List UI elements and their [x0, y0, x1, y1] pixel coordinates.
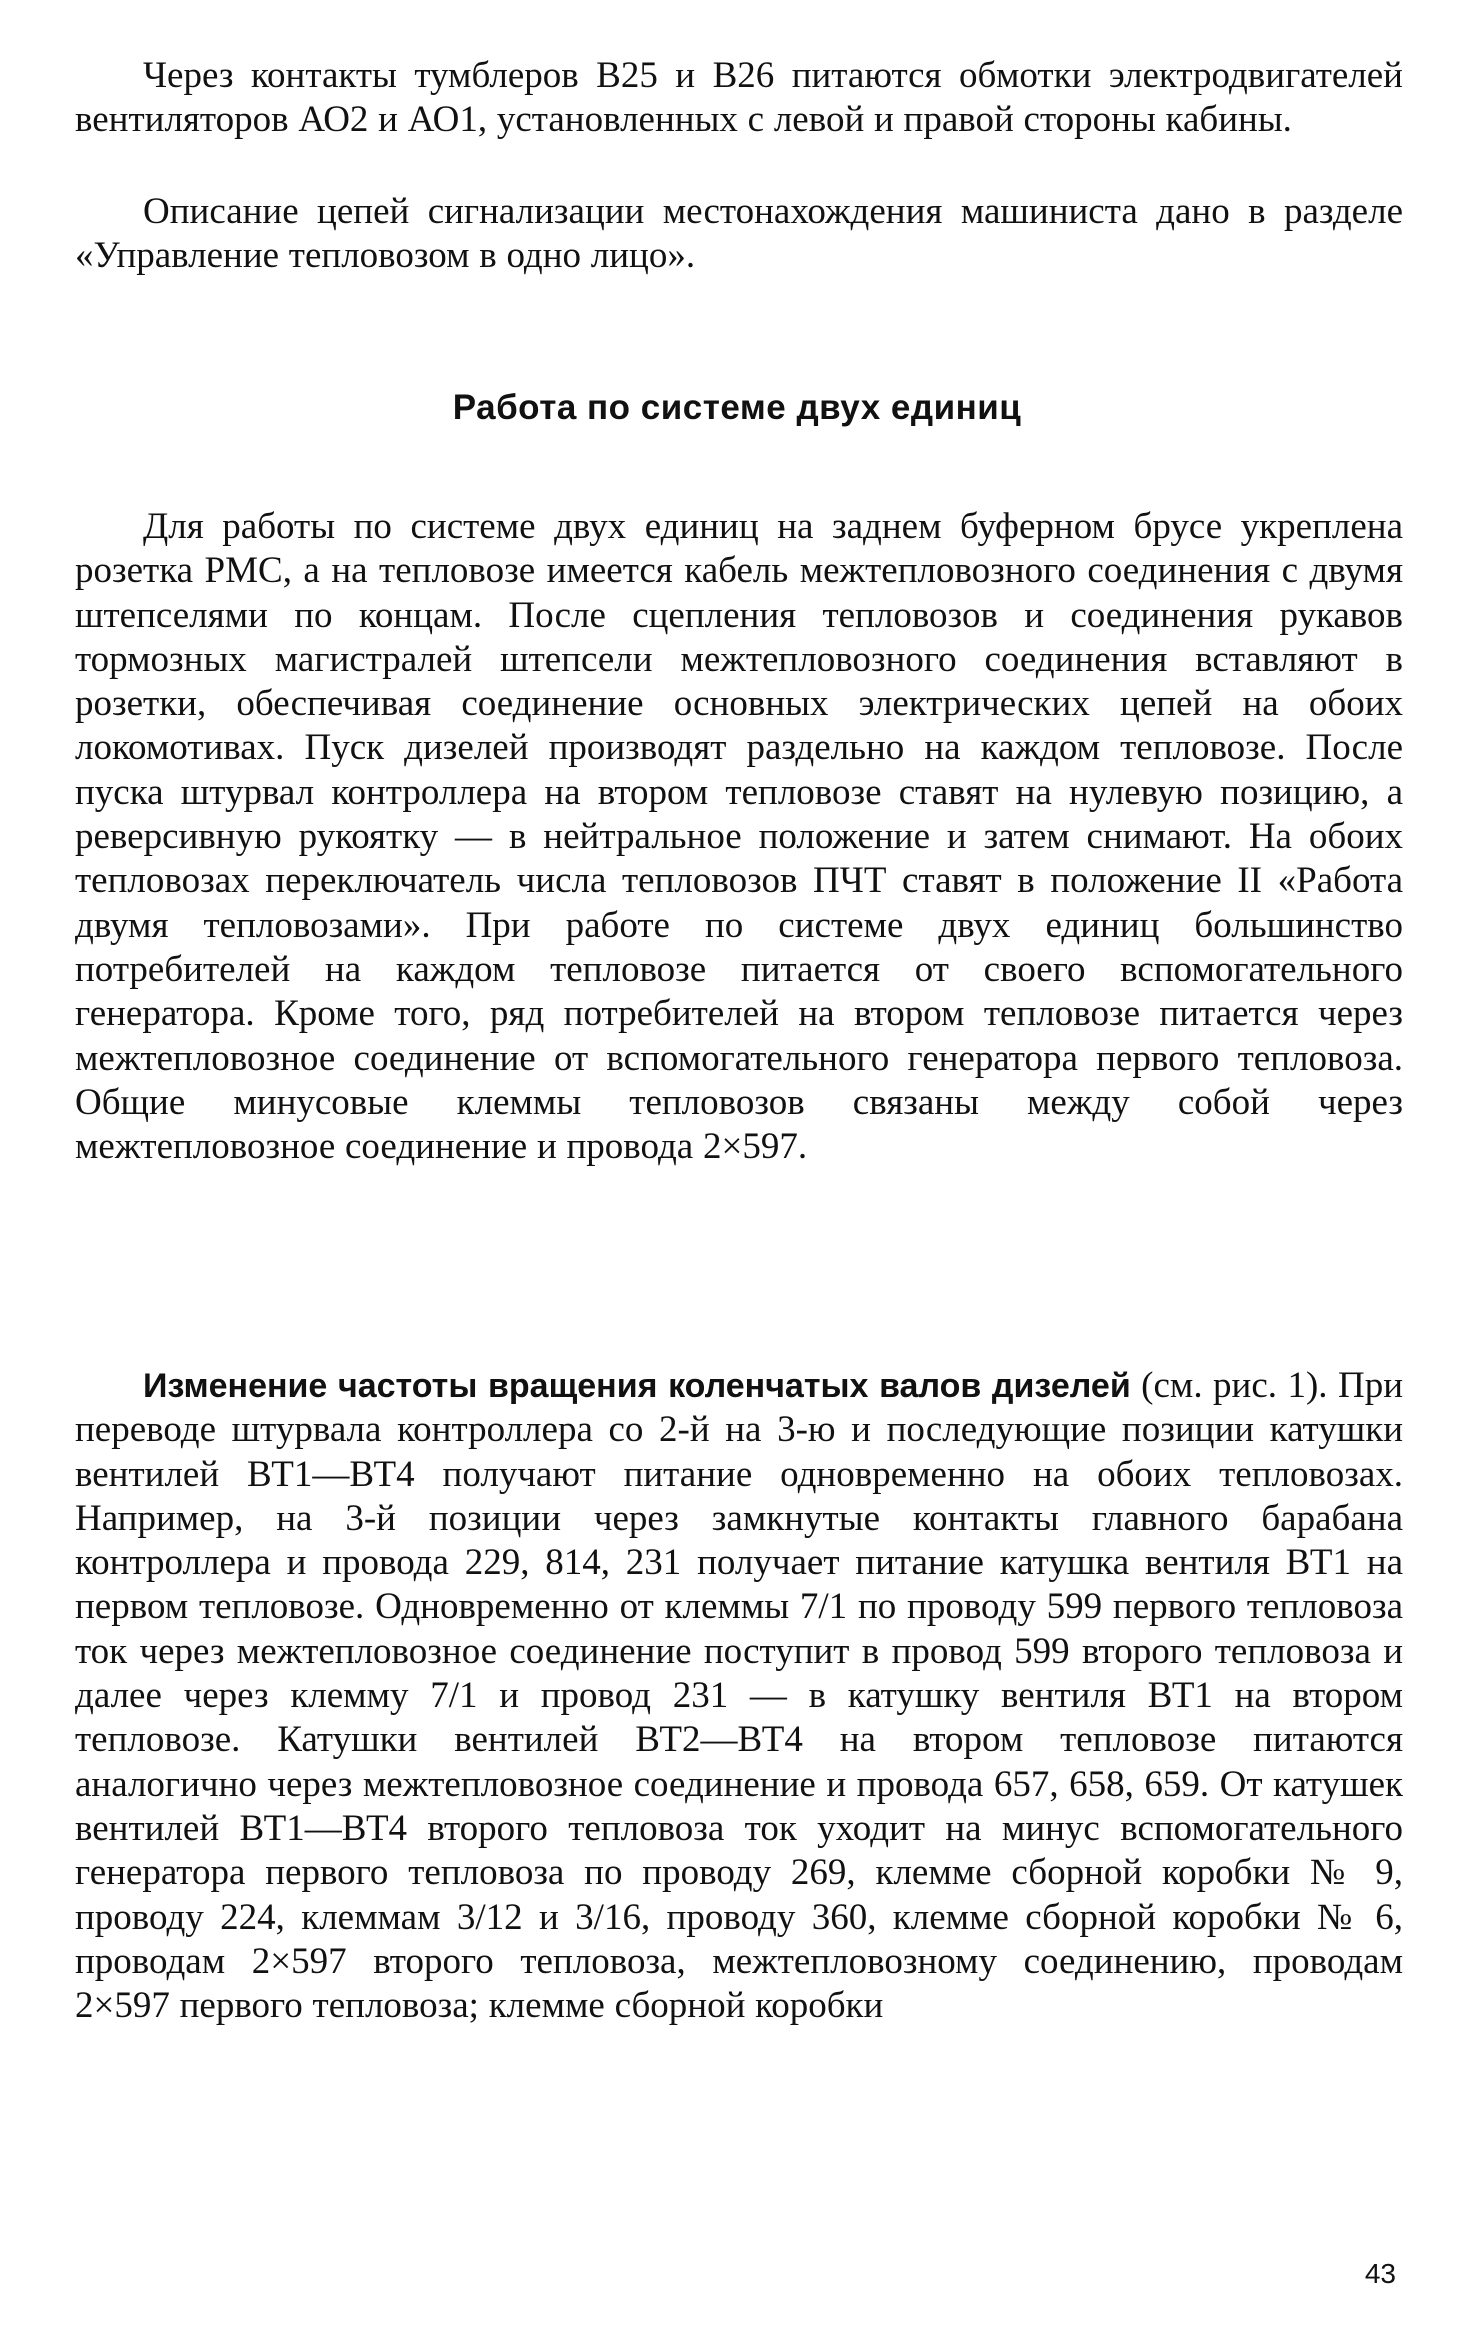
paragraph-text: Для работы по системе двух единиц на заднем буферном брусе укреплена розетка РМС, а на тепловозе имеется кабель межтепловозного соединения с двумя штепселями по концам. После сцепления тепловозов и соединения рукавов тормозных магистралей штепсели межтепловозного соединения вставляют в розетки, обеспечивая соединение основных электрических цепей на обоих локомотивах. Пуск дизелей производят раздельно на каждом тепловозе. После пуска штурвал контроллера на втором тепловозе ставят на нулевую позицию, а реверсивную рукоятку — в нейтральное положение и затем снимают. На обоих тепловозах переключатель числа тепловозов ПЧТ ставят в положение II «Работа двумя тепловозами». При работе по системе двух единиц большинство потребителей на каждом тепловозе питается от своего вспомогательного генератора. Кроме того, ряд потребителей на втором тепловозе питается через межтепловозное соединение от вспомогательного генератора первого тепловоза. Общие минусовые клеммы тепловозов связаны между собой через межтепловозное соединение и провода 2×597. — [75, 506, 1403, 1168]
paragraph-text: Описание цепей сигнализации местонахождения машиниста дано в разделе «Управление тепловозом в одно лицо». — [75, 191, 1403, 277]
paragraph-text: Через контакты тумблеров В25 и В26 питаются обмотки электродвигателей вентиляторов АО2 и АО1, установленных с левой и правой стороны кабины. — [75, 55, 1403, 141]
section-heading: Работа по системе двух единиц — [452, 388, 1022, 427]
paragraph-fan-motors — [75, 54, 1403, 143]
paragraph-text: (см. рис. 1). При переводе штурвала контроллера со 2-й на 3-ю и последующие позиции катушки вентилей ВТ1—ВТ4 получают питание одновременно на обоих тепловозах. Например, на 3-й позиции через замкнутые контакты главного барабана контроллера и провода 229, 814, 231 получает питание катушка вентиля ВТ1 на первом тепловозе. Одновременно от клеммы 7/1 по проводу 599 первого тепловоза ток через межтепловозное соединение поступит в провод 599 второго тепловоза и далее через клемму 7/1 и провод 231 — в катушку вентиля ВТ1 на втором тепловозе. Катушки вентилей ВТ2—ВТ4 на втором тепловозе питаются аналогично через межтепловозное соединение и провода 657, 658, 659. От катушек вентилей ВТ1—ВТ4 второго тепловоза ток уходит на минус вспомогательного генератора первого тепловоза по проводу 269, клемме сборной коробки № 9, проводу 224, клеммам 3/12 и 3/16, проводу 360, клемме сборной коробки № 6, проводам 2×597 второго тепловоза, межтепловозному соединению, проводам 2×597 первого тепловоза; клемме сборной коробки — [75, 1365, 1403, 2027]
run-in-heading: Изменение частоты вращения коленчатых валов дизелей — [143, 1367, 1131, 1405]
paragraph-crankshaft-speed — [75, 1364, 1403, 2028]
paragraph-two-unit-operation — [75, 505, 1403, 1169]
paragraph-signaling-reference — [75, 190, 1403, 279]
page-number: 43 — [1364, 2258, 1396, 2289]
